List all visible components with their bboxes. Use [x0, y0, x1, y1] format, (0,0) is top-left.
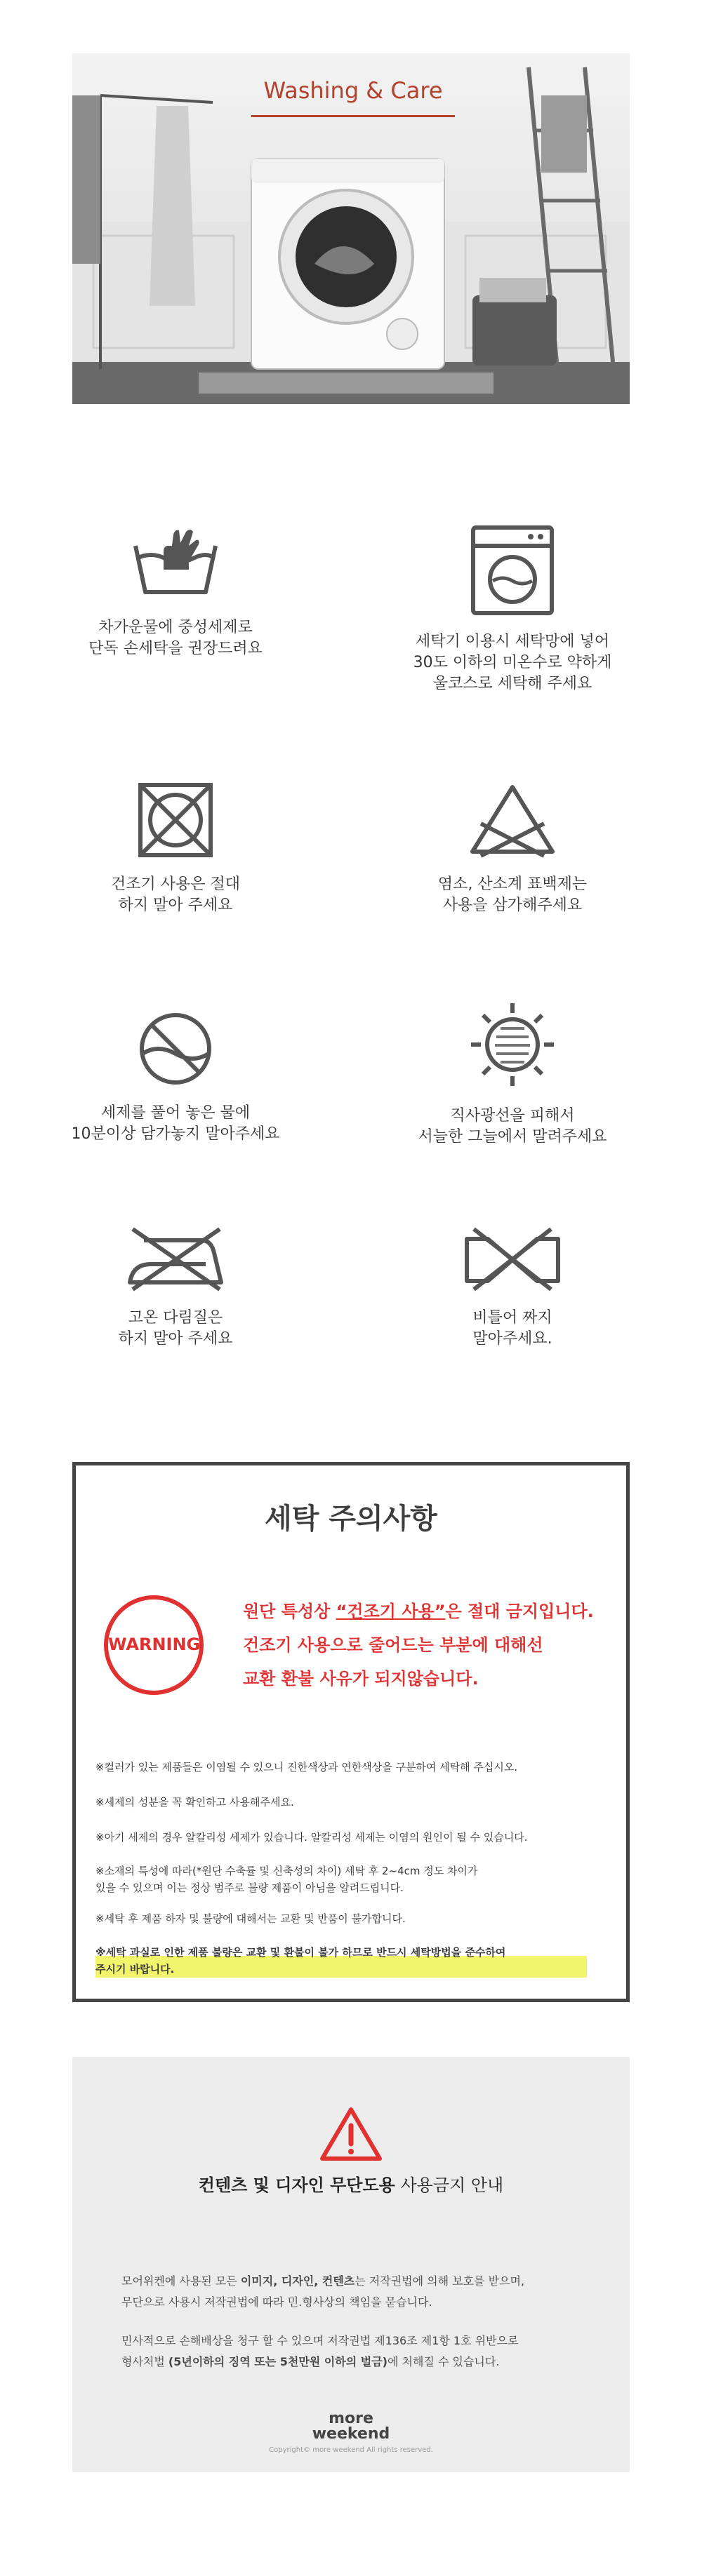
warning-line-3: 교환 환불 사유가 되지않습니다. — [243, 1669, 479, 1689]
washing-machine-icon — [470, 525, 555, 616]
copyright-text: 무단으로 사용시 저작권법에 따라 민.형사상의 책임을 묻습니다. — [121, 2295, 432, 2309]
copyright-text: 형사처벌 — [121, 2355, 168, 2368]
care-item-no-tumble-dry — [56, 781, 295, 916]
brand-logo-line-2: weekend — [312, 2425, 390, 2443]
caution-note-highlighted: ※세탁 과실로 인한 제품 불량은 교환 및 환불이 불가 하므로 반드시 세탁방법을 준수하여 주시기 바랍니다. — [95, 1944, 587, 1978]
hero-title: Washing & Care — [263, 77, 443, 104]
copyright-title — [72, 2171, 630, 2196]
brand-logo — [72, 2411, 630, 2442]
caution-note: ※아기 세제의 경우 알칼리성 세제가 있습니다. 알칼리성 세제는 이염의 원인이 될 수 있습니다. — [95, 1831, 528, 1844]
copyright-title-rest: 사용금지 안내 — [395, 2175, 504, 2195]
copyright-text: 모어위켄에 사용된 모든 — [121, 2274, 241, 2288]
hand-wash-icon — [130, 525, 221, 602]
care-item-hand-wash — [56, 525, 295, 659]
brand-logo-line-1: more — [329, 2410, 373, 2427]
copyright-text-bold: (5년이하의 징역 또는 5천만원 이하의 벌금) — [168, 2355, 388, 2368]
copyright-text: 는 저작권법에 의해 보호를 받으며, — [355, 2274, 525, 2288]
shade-dry-icon — [467, 999, 558, 1090]
hero-banner — [72, 53, 630, 404]
care-item-no-iron — [56, 1225, 295, 1350]
care-item-caption: 직사광선을 피해서 서늘한 그늘에서 말려주세요 — [418, 1107, 607, 1146]
caution-note: ※컬러가 있는 제품들은 이염될 수 있으니 진한색상과 연한색상을 구분하여 세탁해 주십시오. — [95, 1761, 518, 1773]
warning-line-1 — [243, 1597, 594, 1622]
care-item-no-wring — [393, 1225, 632, 1350]
hero-title-underline — [251, 115, 455, 117]
no-iron-icon — [123, 1225, 228, 1292]
care-item-caption: 차가운물에 중성세제로 단독 손세탁을 권장드려요 — [88, 619, 263, 657]
warning-line-2: 건조기 사용으로 줄어드는 부분에 대해선 — [243, 1635, 543, 1655]
care-item-caption: 세탁기 이용시 세탁망에 넣어 30도 이하의 미온수로 약하게 울코스로 세탁해 주세요 — [413, 633, 612, 692]
copyright-text: 에 처해질 수 있습니다. — [387, 2355, 500, 2368]
no-soak-icon — [137, 1010, 214, 1087]
caution-note: ※세제의 성분을 꼭 확인하고 사용해주세요. — [95, 1796, 294, 1809]
copyright-title-bold: 컨텐츠 및 디자인 무단도용 — [198, 2175, 395, 2195]
care-item-caption: 염소, 산소계 표백제는 사용을 삼가해주세요 — [437, 876, 588, 914]
copyright-paragraph-1 — [121, 2271, 599, 2313]
warning-badge — [104, 1595, 204, 1695]
copyright-footer: Copyright© more weekend All rights reserved. — [269, 2446, 433, 2454]
no-wring-icon — [460, 1225, 565, 1292]
copyright-text-bold: 이미지, 디자인, 컨텐츠 — [240, 2274, 355, 2288]
warning-line-1-pre: 원단 특성상 — [243, 1602, 336, 1621]
care-item-caption: 비틀어 짜지 말아주세요. — [472, 1309, 552, 1348]
caution-note: ※세탁 후 제품 하자 및 불량에 대해서는 교환 및 반품이 불가합니다. — [95, 1912, 406, 1925]
care-item-no-bleach — [393, 781, 632, 916]
care-item-caption: 고온 다림질은 하지 말아 주세요 — [118, 1309, 233, 1348]
washing-caution-box — [72, 1462, 630, 2002]
copyright-paragraph-2 — [121, 2330, 599, 2373]
caution-title: 세탁 주의사항 — [265, 1503, 437, 1535]
copyright-text: 민사적으로 손해배상을 청구 할 수 있으며 저작권법 제136조 제1항 1호 위반으로 — [121, 2334, 519, 2347]
warning-line-1-emphasis: “건조기 사용” — [336, 1602, 446, 1621]
no-bleach-icon — [467, 781, 558, 859]
warning-line-1-post: 은 절대 금지입니다. — [445, 1602, 594, 1621]
care-item-no-soak — [56, 1010, 295, 1145]
warning-triangle-icon — [319, 2106, 383, 2162]
care-item-caption: 건조기 사용은 절대 하지 말아 주세요 — [110, 876, 240, 914]
warning-badge-label: WARNING — [108, 1635, 201, 1654]
care-item-caption: 세제를 풀어 놓은 물에 10분이상 담가놓지 말아주세요 — [71, 1104, 280, 1143]
care-item-shade-dry — [393, 999, 632, 1148]
laundry-room-photo — [72, 53, 630, 404]
care-item-washing-machine — [393, 525, 632, 695]
no-tumble-dry-icon — [137, 781, 214, 859]
copyright-notice-box — [72, 2057, 630, 2472]
caution-note: ※소재의 특성에 따라(*원단 수축률 및 신축성의 차이) 세탁 후 2~4cm 정도 차이가 있을 수 있으며 이는 정상 범주로 불량 제품이 아님을 알려드립니다. — [95, 1865, 478, 1894]
